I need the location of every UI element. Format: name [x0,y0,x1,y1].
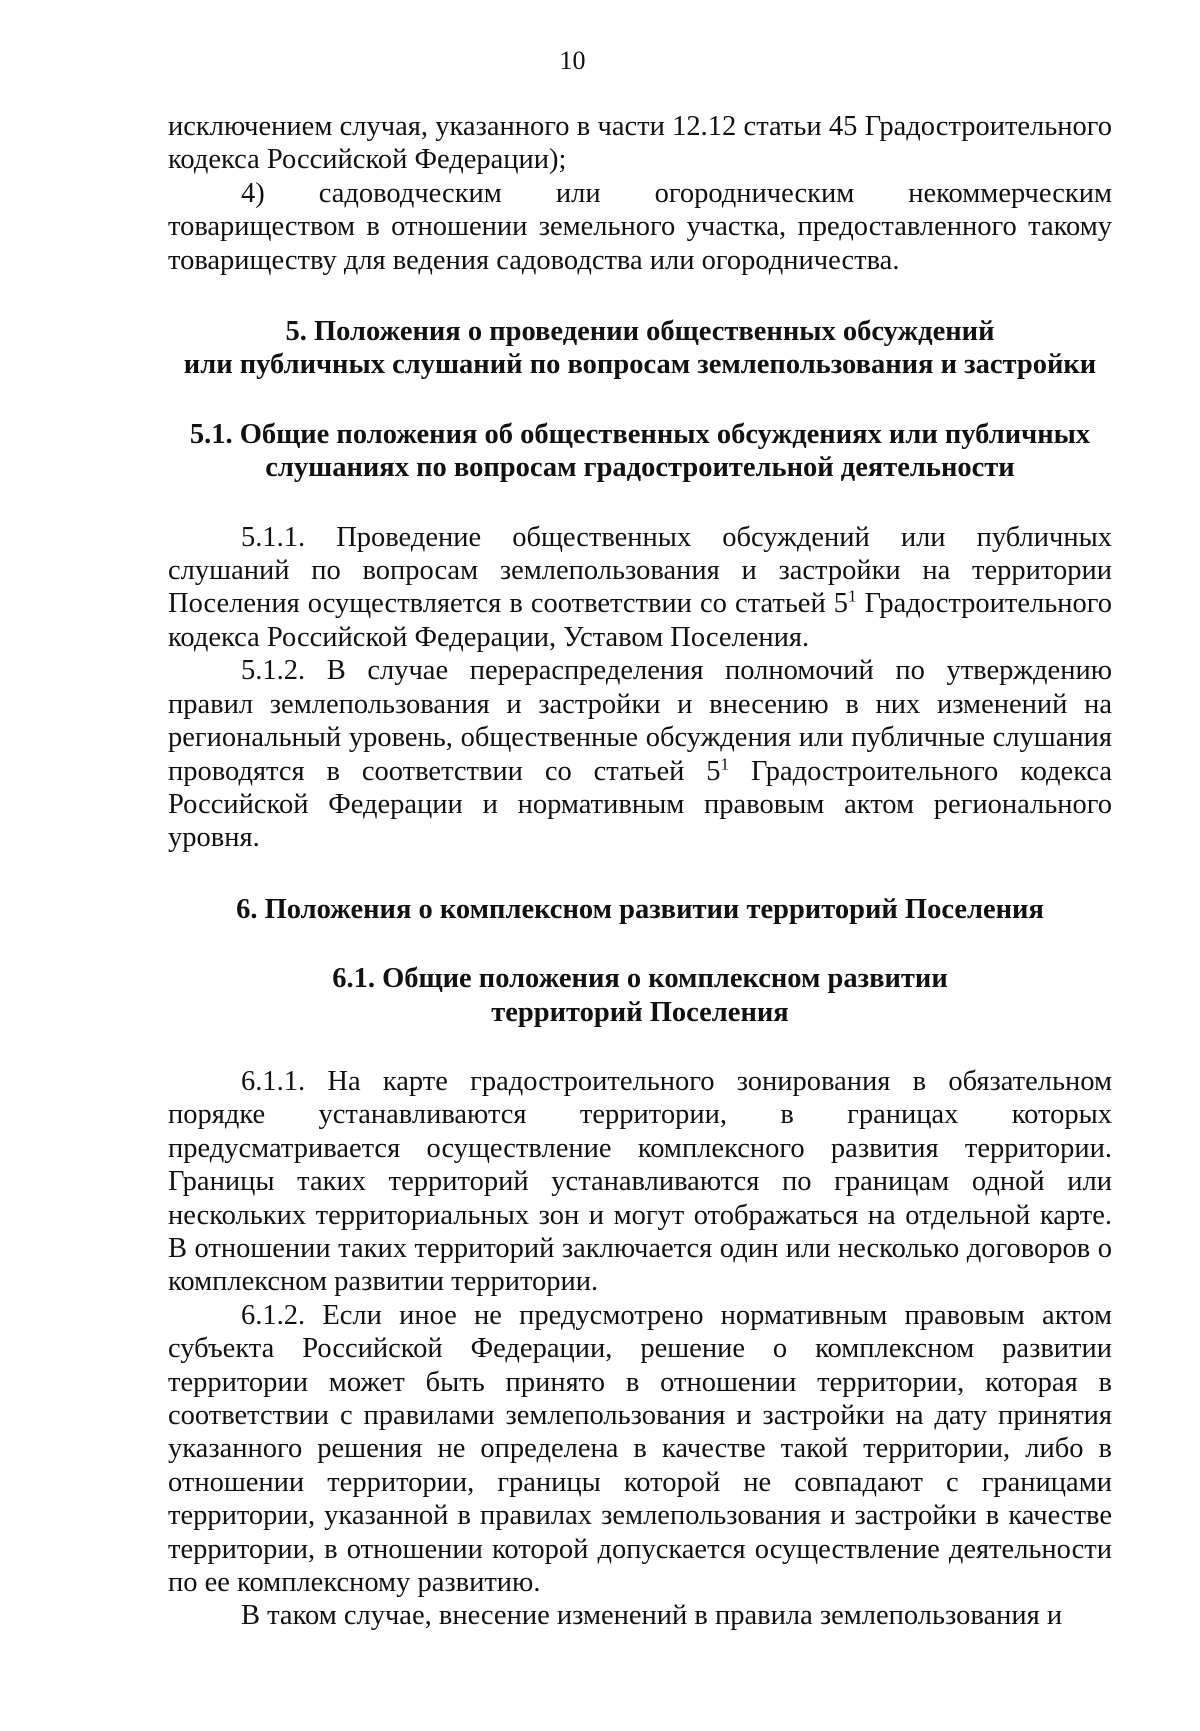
section-heading-6-line1: 6. Положения о комплексном развитии территорий Поселения [236,893,1044,925]
paragraph-final: В таком случае, внесение изменений в правила землепользования и [241,1600,1063,1632]
subsection-heading-5-1-line1: 5.1. Общие положения об общественных обсуждениях или публичных [189,418,1091,450]
paragraph-6-1-1: 6.1.1. На карте градостроительного зонирования в обязательном порядке устанавливаются территории, в границах которых предусматривается осуществление комплексного развития территории. Границы таких территорий устанавливаются по границам одной или нескольких территориальных зон и могут отображаться на отдельной карте. В отношении таких территорий заключается один или несколько договоров о комплексном развитии территории. [168,1065,1112,1298]
document-body [168,110,1112,1633]
paragraph-5-1-2-text-b: Градостроительного кодекса Российской Федерации и нормативным правовым актом регионального уровня. [168,755,1112,854]
paragraph-5-1-2 [168,654,1112,854]
paragraph-5-1-1 [168,521,1112,655]
subsection-heading-5-1 [168,418,1112,485]
superscript-1: 1 [848,586,857,606]
page-number: 10 [559,46,586,75]
subsection-heading-6-1-line1: 6.1. Общие положения о комплексном развитии [332,963,948,995]
paragraph-6-1-2: 6.1.2. Если иное не предусмотрено нормативным правовым актом субъекта Российской Федерации, решение о комплексном развитии территории может быть принято в отношении территории, которая в соответствии с правилами землепользования и застройки на дату принятия указанного решения не определена в качестве такой территории, либо в отношении территории, границы которой не совпадают с границами территории, указанной в правилах землепользования и застройки в качестве территории, в отношении которой допускается осуществление деятельности по ее комплексному развитию. [168,1299,1112,1599]
section-heading-5-line2: или публичных слушаний по вопросам землепользования и застройки [183,349,1097,381]
section-heading-5-line1: 5. Положения о проведении общественных обсуждений [285,316,995,348]
paragraph-5-1-1-text-a: 5.1.1. Проведение общественных обсуждений или публичных слушаний по вопросам землепользования и застройки на территории Поселения осуществляется в соответствии со статьей 5 [168,521,1112,620]
section-heading-6 [168,893,1112,926]
paragraph-item-4: 4) садоводческим или огородническим некоммерческим товариществом в отношении земельного участка, предоставленного такому товариществу для ведения садоводства или огородничества. [168,177,1112,276]
subsection-heading-6-1-line2: территорий Поселения [491,996,789,1028]
section-heading-5 [168,315,1112,382]
superscript-1: 1 [720,754,730,773]
subsection-heading-6-1 [168,962,1112,1029]
paragraph-continuation: исключением случая, указанного в части 12.12 статьи 45 Градостроительного кодекса Российской Федерации); [168,111,1112,176]
paragraph-5-1-2-text-a: 5.1.2. В случае перераспределения полномочий по утверждению правил землепользования и застройки и внесению в них изменений на региональный уровень, общественные обсуждения или публичные слушания проводятся в соответствии со статьей 5 [168,655,1112,787]
paragraph-5-1-1-text-b: Градостроительного кодекса Российской Федерации, Уставом Поселения. [168,588,1112,653]
subsection-heading-5-1-line2: слушаниях по вопросам градостроительной деятельности [265,452,1015,484]
